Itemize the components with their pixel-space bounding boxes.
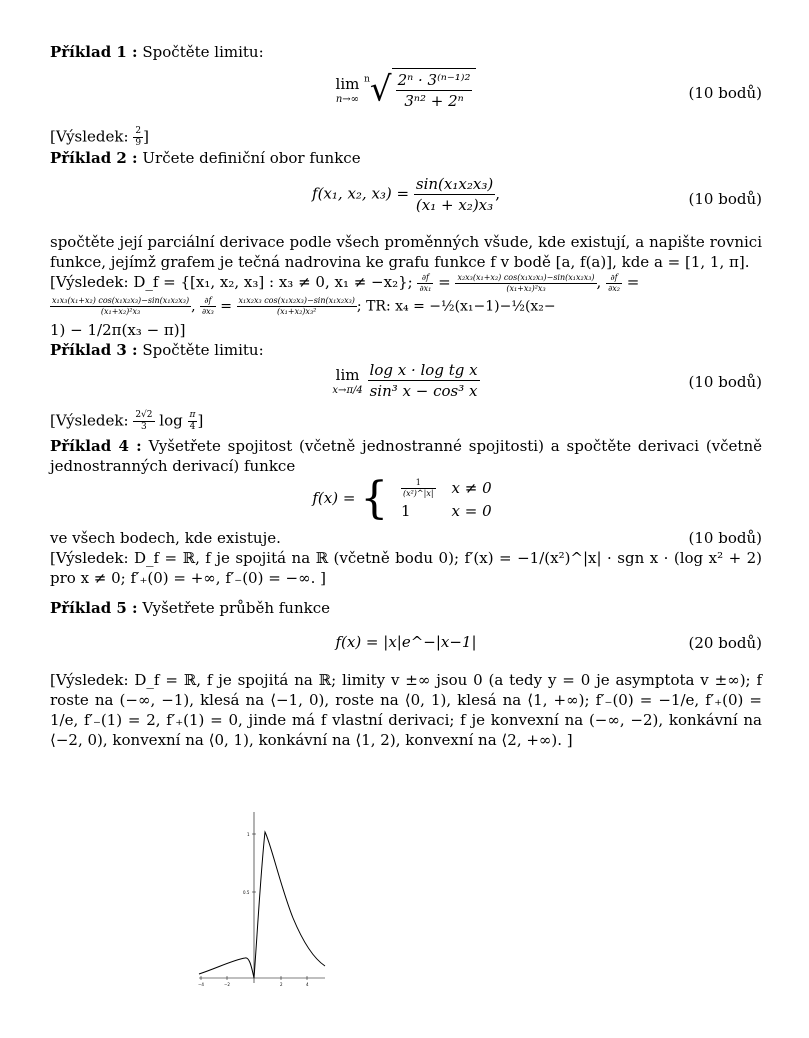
ex2-tr: ; TR: x₄ = −½(x₁−1)−½(x₂− [356, 298, 556, 315]
ex1-points: (10 bodů) [688, 84, 762, 102]
ex4-after-text: ve všech bodech, kde existuje. [50, 529, 281, 547]
ex2-heading [50, 148, 762, 168]
ex2-d2-num: x₁x₃(x₁+x₂) cos(x₁x₂x₃)−sin(x₁x₂x₃) [52, 296, 190, 305]
ex2-result-line1: [Výsledek: D_f = {[x₁, x₂, x₃] : x₃ ≠ 0, x₁ ≠ −x₂}; $\frac{\partial f}{\text{∂x₁}}$ = $\frac{\text{x₂x₃(x₁+x₂) cos(x₁x₂x₃)−sin(x₁x₂x₃)}}{\text{(x₁+x₂)²x₃}}$ , $\frac{\partial f}{\text{∂x₂}}$ = [50, 272, 640, 293]
ex2-formula [50, 174, 762, 224]
ex1-result-prefix: [Výsledek: [50, 127, 129, 146]
ex1-root-index: n [364, 74, 370, 85]
ex3-points: (10 bodů) [688, 373, 762, 391]
ex2-lhs: f(x₁, x₂, x₃) = [312, 184, 410, 203]
ex1-lim-sub: n→∞ [335, 94, 359, 105]
ex4-lhs: f(x) = [312, 488, 356, 507]
ex3-lim-sub: x→π/4 [332, 385, 363, 396]
ex2-d1-den: (x₁+x₂)²x₃ [506, 283, 546, 293]
ex2-result-a: [Výsledek: D_f = {[x₁, x₂, x₃] : x₃ ≠ 0, x₁ ≠ −x₂}; [50, 273, 413, 291]
graph-y-tick-0: 1 [247, 832, 250, 837]
ex4-cases [393, 476, 500, 522]
ex4-label: Příklad 4 : [50, 437, 142, 455]
ex1-radicand [392, 68, 477, 111]
ex1-heading [50, 42, 762, 62]
graph-x-tick-0: −4 [198, 982, 204, 987]
ex5-points: (20 bodů) [688, 634, 762, 652]
ex1-label: Příklad 1 : [50, 43, 138, 61]
ex4-case1-cond: x ≠ 0 [451, 478, 492, 497]
ex5-label: Příklad 5 : [50, 599, 138, 617]
ex2-num: sin(x₁x₂x₃) [415, 175, 494, 193]
ex1-num: 2ⁿ · 3⁽ⁿ⁻¹⁾² [397, 71, 471, 89]
ex3-result-pi-num: π [189, 410, 196, 420]
ex5-result: [Výsledek: D_f = ℝ, f je spojitá na ℝ; limity v ±∞ jsou 0 (a tedy y = 0 je asymptota v ±∞); f roste na (−∞, −1), klesá na ⟨−1, 0), roste na ⟨0, 1), klesá na ⟨1, +∞); f′₋(0) = −1/e, f′₊(0) = 1/e, f′₋(1) = 2, f′₊(1) = 0, jinde má f vlastní derivaci; f je konvexní na (−∞, −2), konkávní na ⟨−2, 0), konvexní na ⟨0, 1), konkávní na ⟨1, 2), konvexní na ⟨2, +∞). ] [50, 671, 762, 749]
ex3-num: log x · log tg x [369, 361, 478, 379]
ex2-d2-lhs-num: ∂f [606, 273, 622, 284]
ex2-den: (x₁ + x₂)x₃ [415, 196, 494, 214]
ex3-result-pi-den: 4 [189, 422, 196, 432]
ex3-result-log: log [159, 411, 183, 430]
graph-x-tick-2: 2 [280, 982, 283, 987]
ex5-heading [50, 598, 762, 618]
ex4-result: [Výsledek: D_f = ℝ, f je spojitá na ℝ (včetně bodu 0); f′(x) = −1/(x²)^|x| · sgn x · (log x² + 2) pro x ≠ 0; f′₊(0) = +∞, f′₋(0) = −∞. ] [50, 549, 762, 587]
ex3-label: Příklad 3 : [50, 341, 138, 359]
ex2-d2-lhs-den: ∂x₂ [608, 283, 620, 293]
ex2-result-line2: $\frac{\text{x₁x₃(x₁+x₂) cos(x₁x₂x₃)−sin(x₁x₂x₃)}}{\text{(x₁+x₂)²x₃}}$ , $\frac{\partial f}{\text{∂x₃}}$ = $\frac{\text{x₁x₂x₃ cos(x₁x₂x₃)−sin(x₁x₂x₃)}}{\text{(x₁+x₂)x₃²}}$ ; TR: x₄ = −½(x₁−1)−½(x₂− [52, 296, 556, 316]
ex2-d1-lhs-den: ∂x₁ [419, 283, 432, 293]
ex5-formula-text: f(x) = |x|e^−|x−1| [335, 633, 477, 651]
ex3-den: sin³ x − cos³ x [369, 382, 478, 400]
ex3-heading [50, 340, 762, 360]
ex2-tr2: 1) − 1/2π(x₃ − π)] [50, 321, 186, 339]
ex2-d2-den: (x₁+x₂)²x₃ [100, 307, 141, 316]
ex1-den: 3ⁿ² + 2ⁿ [404, 92, 464, 110]
graph-y-tick-1: 0.5 [243, 890, 250, 895]
ex1-result-suffix: ] [143, 127, 149, 146]
ex2-d3-lhs-den: ∂x₃ [202, 307, 214, 316]
ex2-d1-lhs-num: ∂f [417, 273, 433, 284]
ex4-points: (10 bodů) [688, 529, 762, 547]
ex3-lim: lim x→π/4 [332, 366, 363, 396]
ex4-text: Vyšetřete spojitost (včetně jednostranné spojitosti) a spočtěte derivaci (včetně jednostranných derivací) funkce [50, 437, 762, 475]
ex4-case2-cond: x = 0 [451, 501, 492, 520]
ex2-d3-lhs-num: ∂f [200, 296, 216, 307]
ex4-case2-val: 1 [400, 501, 411, 520]
ex2-text: Určete definiční obor funkce [142, 149, 361, 167]
ex3-result [50, 410, 762, 436]
ex4-heading [50, 436, 762, 476]
ex5-text: Vyšetřete průběh funkce [142, 599, 330, 617]
ex2-d3-num: x₁x₂x₃ cos(x₁x₂x₃)−sin(x₁x₂x₃) [238, 296, 355, 305]
ex1-result-den: 9 [135, 138, 142, 148]
graph-curve [199, 832, 325, 978]
ex2-points: (10 bodů) [688, 190, 762, 208]
ex2-body: spočtěte její parciální derivace podle všech proměnných všude, kde existují, a napište rovnici funkce, jejímž grafem je tečná nadrovina ke grafu funkce f v bodě [a, f(a)], kde a = [1, 1, π]. [50, 233, 762, 271]
graph-x-tick-1: −2 [224, 982, 230, 987]
ex1-formula: lim n→∞ $^n$√ $\frac{\text{2ⁿ · 3⁽ⁿ⁻¹⁾²}}{\text{3ⁿ² + 2ⁿ}}$ (10 bodů) [335, 69, 762, 110]
ex1-text: Spočtěte limitu: [142, 43, 264, 61]
ex2-d1-num: x₂x₃(x₁+x₂) cos(x₁x₂x₃)−sin(x₁x₂x₃) [457, 272, 595, 282]
ex3-result-num: 2√2 [135, 410, 153, 420]
ex3-result-den: 3 [141, 422, 147, 432]
exam-page [50, 42, 762, 749]
ex3-formula [50, 360, 762, 404]
ex4-case1-num: 1 [401, 478, 436, 489]
function-graph [195, 808, 335, 988]
ex5-formula [50, 632, 762, 654]
ex2-tail: , [495, 184, 500, 203]
ex4-formula: f(x) = { $\frac{1}{\text{(x²)\textasciicircum{}|x|}}$ x ≠ 0 1 x = 0 [50, 476, 762, 528]
graph-x-tick-3: 4 [306, 982, 309, 987]
ex1-result-num: 2 [135, 126, 142, 136]
ex2-label: Příklad 2 : [50, 149, 138, 167]
ex4-after [50, 528, 762, 548]
ex3-result-prefix: [Výsledek: [50, 411, 129, 430]
ex3-text: Spočtěte limitu: [142, 341, 264, 359]
ex2-d3-den: (x₁+x₂)x₃² [277, 307, 317, 316]
ex1-lim: lim n→∞ [335, 75, 360, 105]
ex3-result-suffix: ] [197, 411, 204, 430]
ex4-case1-den: (x²)^|x| [402, 488, 434, 498]
